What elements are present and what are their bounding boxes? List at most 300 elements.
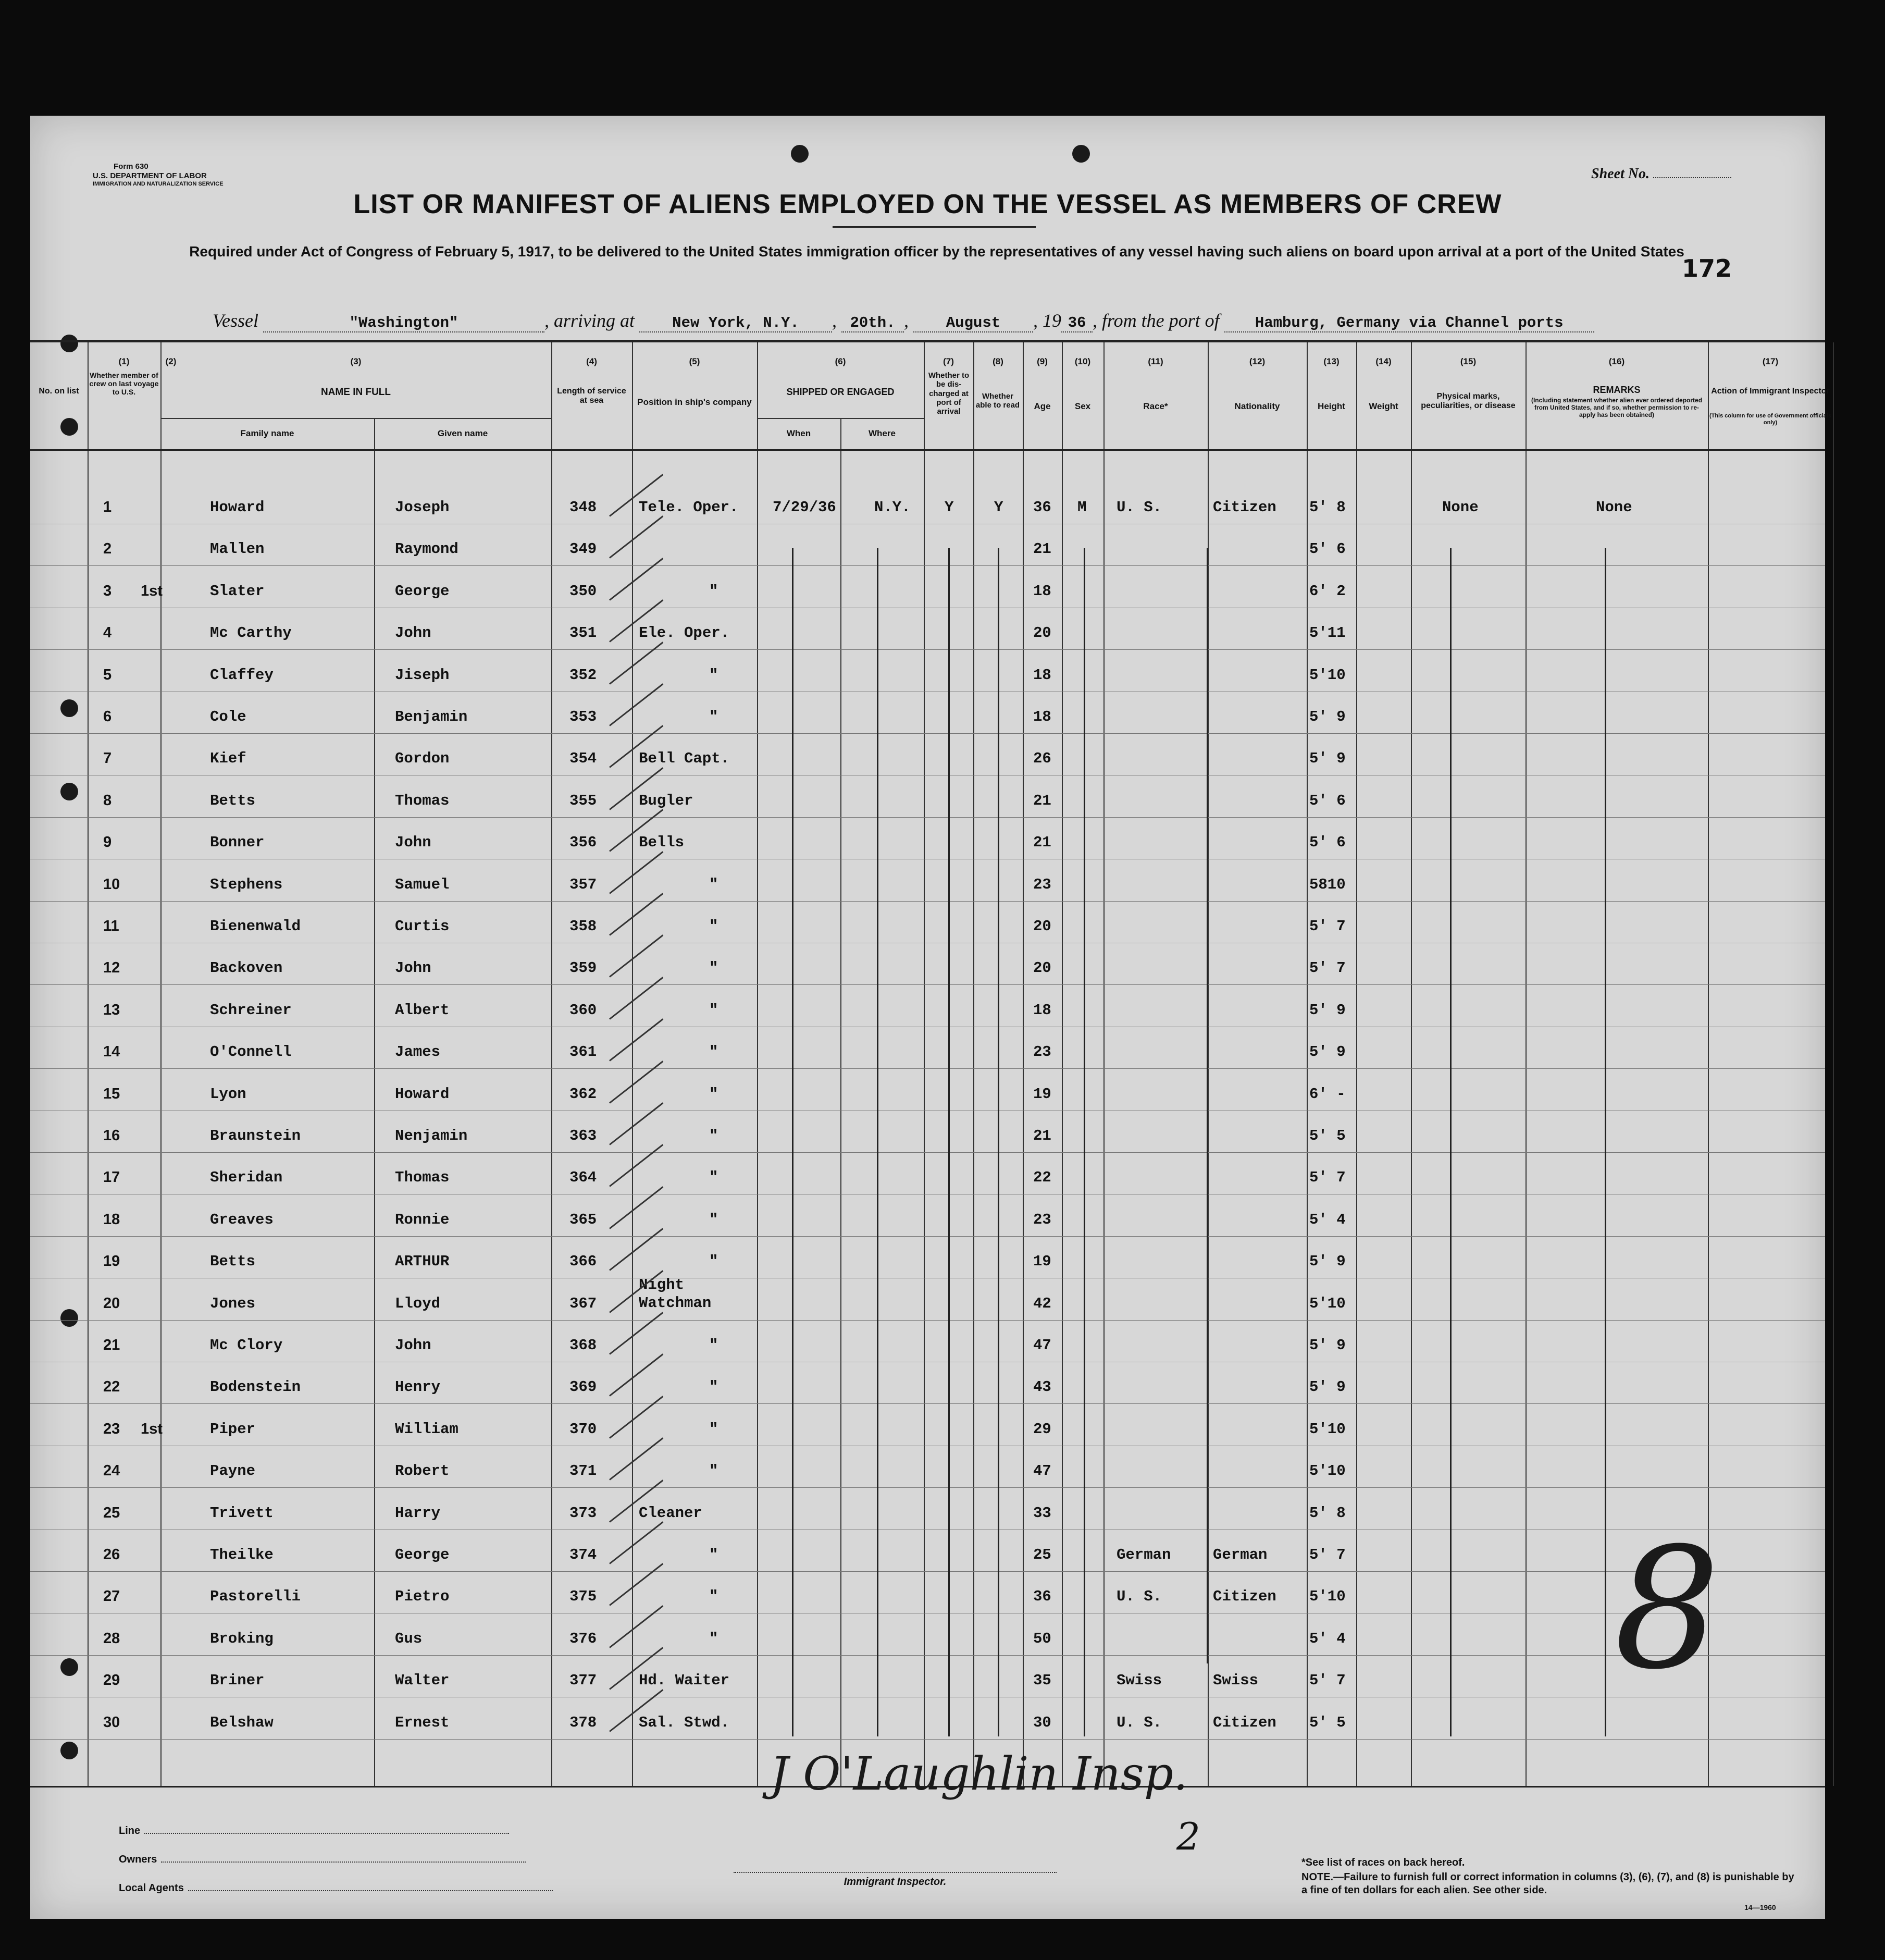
cell-age: 26 [1033,750,1051,767]
department-line: U.S. DEPARTMENT OF LABOR [93,171,207,180]
table-row [30,609,1825,650]
cell-no: 21 [103,1337,120,1353]
table-row [30,1656,1825,1698]
cell-height: 5'10 [1309,667,1346,684]
handwritten-sheet-number: 172 [1682,254,1732,282]
cell-service: 362 [569,1086,597,1103]
col-header-given-name: Given name [437,428,488,438]
cell-no: 23 [103,1421,120,1437]
cell-age: 42 [1033,1295,1051,1312]
cell-no: 10 [103,876,120,893]
cell-age: 36 [1033,1588,1051,1605]
cell-service: 370 [569,1421,597,1438]
cell-family: Cole [210,708,246,725]
cell-service: 375 [569,1588,597,1605]
cell-nationality: Citizen [1213,1588,1276,1605]
vessel-name: "Washington" [263,314,544,332]
manifest-sheet [30,116,1832,1919]
cell-no: 25 [103,1505,120,1521]
cell-given: Howard [395,1086,450,1103]
cell-given: Gordon [395,750,450,767]
cell-service: 376 [569,1630,597,1647]
cell-height: 5'10 [1309,1588,1346,1605]
cell-family: Jones [210,1295,256,1312]
table-row [30,1028,1825,1069]
col-num-5: (5) [689,356,700,366]
cell-family: Bodenstein [210,1378,301,1396]
cell-age: 35 [1033,1672,1051,1689]
table-row [30,483,1825,525]
cell-position: " [709,1630,718,1647]
cell-family: Payne [210,1462,256,1480]
cell-nationality: Citizen [1213,1714,1276,1731]
cell-age: 22 [1033,1169,1051,1186]
cell-sex: M [1077,499,1087,516]
cell-height: 5' 7 [1309,918,1346,935]
cell-position: " [709,1462,718,1480]
cell-height: 5' 7 [1309,1546,1346,1563]
cell-position: " [709,1169,718,1186]
cell-service: 367 [569,1295,597,1312]
cell-position: " [709,1043,718,1061]
cell-given: Walter [395,1672,450,1689]
cell-age: 18 [1033,1002,1051,1019]
cell-family: Mallen [210,540,265,558]
table-row [30,1698,1825,1740]
cell-last: 1st [141,583,163,599]
table-row [30,651,1825,693]
cell-family: Pastorelli [210,1588,301,1605]
cell-given: Robert [395,1462,450,1480]
col-num-12: (12) [1249,356,1266,366]
col-header-race: Race* [1143,401,1168,411]
col-num-3: (3) [350,356,362,366]
cell-height: 5' 9 [1309,1337,1346,1354]
cell-family: Bonner [210,834,265,851]
cell-no: 8 [103,792,112,809]
col-header-when: When [786,428,811,438]
cell-no: 28 [103,1630,120,1647]
cell-service: 369 [569,1378,597,1396]
cell-height: 5' 8 [1309,1505,1346,1522]
cell-no: 4 [103,624,112,641]
cell-no: 30 [103,1714,120,1731]
col-header-height: Height [1318,401,1345,411]
cell-no: 5 [103,667,112,683]
cell-height: 5'11 [1309,624,1346,642]
cell-no: 27 [103,1588,120,1605]
cell-age: 50 [1033,1630,1051,1647]
cell-no: 13 [103,1002,120,1018]
cell-no: 26 [103,1546,120,1563]
cell-family: Mc Clory [210,1337,283,1354]
col-num-10: (10) [1074,356,1091,366]
col-num-16: (16) [1608,356,1625,366]
cell-given: Gus [395,1630,423,1647]
cell-position: " [709,1588,718,1605]
cell-given: Jiseph [395,667,450,684]
col-header-physical-marks: Physical marks, peculiarities, or disease [1421,392,1516,411]
cell-age: 23 [1033,876,1051,893]
cell-position: " [709,876,718,893]
cell-given: Ronnie [395,1211,450,1228]
cell-given: William [395,1421,458,1438]
cell-family: Trivett [210,1505,274,1522]
col-header-sex: Sex [1074,401,1091,411]
cell-position: Bells [639,834,685,851]
cell-height: 5' 9 [1309,750,1346,767]
cell-no: 15 [103,1086,120,1102]
cell-given: Ernest [395,1714,450,1731]
cell-height: 5' 9 [1309,1378,1346,1396]
cell-given: Thomas [395,1169,450,1186]
cell-given: Curtis [395,918,450,935]
cell-service: 359 [569,959,597,977]
col-num-6: (6) [835,356,846,366]
arrival-month: August [913,314,1033,332]
cell-position: Sal. Stwd. [639,1714,730,1731]
cell-height: 5'10 [1309,1462,1346,1480]
cell-given: Pietro [395,1588,450,1605]
table-row [30,525,1825,566]
table-row [30,1112,1825,1153]
cell-service: 360 [569,1002,597,1019]
cell-height: 5' 9 [1309,1253,1346,1270]
cell-where: N.Y. [874,499,911,516]
cell-height: 5'10 [1309,1421,1346,1438]
cell-age: 18 [1033,667,1051,684]
cell-given: George [395,1546,450,1563]
cell-family: Backoven [210,959,283,977]
cell-age: 25 [1033,1546,1051,1563]
cell-family: Sheridan [210,1169,283,1186]
cell-no: 6 [103,708,112,725]
table-row [30,1363,1825,1404]
arrival-year: 36 [1061,314,1093,332]
cell-race: German [1117,1546,1171,1563]
cell-given: Harry [395,1505,441,1522]
col-header-nationality: Nationality [1234,401,1280,411]
cell-remarks: None [1596,499,1632,516]
form-number: Form 630 [114,162,148,171]
col-num-14: (14) [1375,356,1392,366]
cell-family: Greaves [210,1211,274,1228]
table-row [30,1405,1825,1447]
cell-position: " [709,1086,718,1103]
cell-age: 19 [1033,1253,1051,1270]
cell-family: Slater [210,583,265,600]
cell-given: Nenjamin [395,1127,468,1144]
col-num-8: (8) [993,356,1003,366]
departure-port: Hamburg, Germany via Channel ports [1224,314,1594,332]
col-num-15: (15) [1460,356,1477,366]
local-agents-field: Local Agents [119,1882,553,1894]
cell-service: 357 [569,876,597,893]
cell-position: " [709,959,718,977]
cell-height: 5' 7 [1309,1169,1346,1186]
cell-service: 355 [569,792,597,809]
cell-service: 363 [569,1127,597,1144]
table-row [30,1070,1825,1112]
table-row [30,902,1825,944]
cell-age: 19 [1033,1086,1051,1103]
cell-age: 36 [1033,499,1051,516]
service-line: IMMIGRATION AND NATURALIZATION SERVICE [93,181,224,187]
col-header-family-name: Family name [240,428,294,438]
cell-age: 20 [1033,624,1051,642]
inspector-line: Immigrant Inspector. [734,1872,1057,1888]
col-header-position: Position in ship's company [637,397,752,407]
cell-family: Lyon [210,1086,246,1103]
cell-position: " [709,1002,718,1019]
cell-given: John [395,959,431,977]
cell-service: 356 [569,834,597,851]
races-note: *See list of races on back hereof. [1301,1857,1465,1868]
table-row [30,1276,1825,1321]
cell-no: 14 [103,1043,120,1060]
cell-service: 352 [569,667,597,684]
col-header-last-voyage: Whether member of crew on last voyage to U.S. [89,371,159,397]
cell-no: 29 [103,1672,120,1688]
cell-nationality: Citizen [1213,499,1276,516]
cell-no: 9 [103,834,112,850]
cell-no: 11 [103,918,119,934]
ditto-line-marks [1450,548,1452,1736]
col-num-1: (1) [118,356,130,366]
cell-age: 20 [1033,918,1051,935]
cell-age: 21 [1033,1127,1051,1144]
cell-no: 2 [103,540,112,557]
cell-last: 1st [141,1421,163,1437]
cell-no: 16 [103,1127,120,1144]
cell-race: U. S. [1117,499,1162,516]
cell-service: 368 [569,1337,597,1354]
handwritten-2: 2 [1176,1815,1200,1858]
line-field: Line [119,1825,509,1837]
cell-position: " [709,1337,718,1354]
inspector-signature: J O'Laughlin Insp. [770,1747,1188,1801]
cell-position: Bell Capt. [639,750,730,767]
cell-height: 5' 4 [1309,1211,1346,1228]
col-num-2: (2) [165,356,177,366]
cell-family: Betts [210,792,256,809]
cell-age: 21 [1033,834,1051,851]
cell-family: Howard [210,499,265,516]
ditto-line-nationality [1207,548,1208,1663]
page-subtitle: Required under Act of Congress of February 5, 1917, to be delivered to the United States immigration officer by the representatives of any vessel having such aliens on board upon arrival at a port of the United States [189,243,1684,260]
cell-service: 361 [569,1043,597,1061]
cell-service: 354 [569,750,597,767]
owners-field: Owners [119,1854,526,1866]
cell-height: 6' 2 [1309,583,1346,600]
cell-family: O'Connell [210,1043,292,1061]
col-num-7: (7) [943,356,954,366]
arrival-day: 20th. [841,314,904,332]
cell-service: 349 [569,540,597,558]
table-row [30,1195,1825,1237]
cell-family: Schreiner [210,1002,292,1019]
cell-service: 348 [569,499,597,516]
cell-age: 18 [1033,583,1051,600]
cell-position: " [709,1211,718,1228]
cell-given: Thomas [395,792,450,809]
cell-when: 7/29/36 [773,499,836,516]
cell-service: 373 [569,1505,597,1522]
col-header-remarks-note: (Including statement whether alien ever ordered deported from United States, and if so, whether permission to re-apply has been obtained) [1531,397,1703,418]
cell-position: Hd. Waiter [639,1672,730,1689]
cell-age: 47 [1033,1462,1051,1480]
cell-service: 365 [569,1211,597,1228]
cell-family: Betts [210,1253,256,1270]
cell-age: 21 [1033,540,1051,558]
cell-position: " [709,1378,718,1396]
cell-family: Bienenwald [210,918,301,935]
table-row [30,860,1825,902]
table-row [30,567,1825,609]
cell-height: 5810 [1309,876,1346,893]
cell-position: " [709,1546,718,1563]
cell-given: James [395,1043,441,1061]
cell-age: 18 [1033,708,1051,725]
cell-no: 17 [103,1169,120,1186]
cell-nationality: Swiss [1213,1672,1259,1689]
col-num-17: (17) [1762,356,1779,366]
cell-no: 3 [103,583,112,599]
cell-no: 19 [103,1253,120,1269]
table-row [30,734,1825,776]
cell-height: 5' 6 [1309,792,1346,809]
cell-height: 5' 6 [1309,834,1346,851]
cell-age: 30 [1033,1714,1051,1731]
cell-height: 5' 7 [1309,959,1346,977]
ditto-line-read [998,548,999,1736]
col-header-weight: Weight [1369,401,1398,411]
cell-age: 23 [1033,1211,1051,1228]
cell-nationality: German [1213,1546,1268,1563]
cell-no: 20 [103,1295,120,1312]
col-header-length-service: Length of service at sea [557,387,626,405]
cell-height: 5' 9 [1309,1043,1346,1061]
cell-age: 33 [1033,1505,1051,1522]
cell-service: 351 [569,624,597,642]
cell-service: 377 [569,1672,597,1689]
cell-given: John [395,624,431,642]
form-code: 14—1960 [1744,1903,1776,1912]
cell-given: John [395,1337,431,1354]
cell-race: Swiss [1117,1672,1162,1689]
cell-height: 5'10 [1309,1295,1346,1312]
page-title: LIST OR MANIFEST OF ALIENS EMPLOYED ON THE VESSEL AS MEMBERS OF CREW [353,189,1502,219]
table-row [30,944,1825,985]
col-num-13: (13) [1323,356,1340,366]
cell-race: U. S. [1117,1714,1162,1731]
cell-position: Night Watchman [639,1276,712,1312]
cell-family: Briner [210,1672,265,1689]
cell-given: Raymond [395,540,458,558]
cell-family: Piper [210,1421,256,1438]
cell-service: 353 [569,708,597,725]
cell-given: Benjamin [395,708,468,725]
col-header-age: Age [1034,401,1051,411]
col-header-able-read: Whether able to read [975,392,1020,410]
cell-position: " [709,918,718,935]
cell-family: Kief [210,750,246,767]
table-row [30,1531,1825,1572]
table-row [30,1237,1825,1279]
cell-height: 5' 6 [1309,540,1346,558]
table-row [30,1489,1825,1531]
table-row [30,1153,1825,1195]
cell-disch: Y [945,499,954,516]
cell-age: 23 [1033,1043,1051,1061]
cell-no: 22 [103,1378,120,1395]
handwritten-8: 8 [1614,1512,1720,1706]
cell-given: Joseph [395,499,450,516]
table-row [30,776,1825,818]
cell-race: U. S. [1117,1588,1162,1605]
ditto-line-when [792,548,793,1736]
cell-height: 5' 8 [1309,499,1346,516]
ditto-line-where [877,548,878,1736]
cell-position: " [709,1253,718,1270]
cell-service: 366 [569,1253,597,1270]
cell-position: " [709,583,718,600]
cell-position: " [709,1421,718,1438]
cell-age: 47 [1033,1337,1051,1354]
table-row [30,818,1825,860]
col-header-discharged: Whether to be dis-charged at port of arrival [928,371,970,416]
cell-given: John [395,834,431,851]
cell-given: Henry [395,1378,441,1396]
col-num-9: (9) [1037,356,1048,366]
cell-age: 20 [1033,959,1051,977]
cell-family: Mc Carthy [210,624,292,642]
cell-family: Broking [210,1630,274,1647]
cell-position: " [709,667,718,684]
cell-service: 350 [569,583,597,600]
cell-read: Y [994,499,1003,516]
col-header-no: No. on list [39,387,79,396]
cell-given: George [395,583,450,600]
table-row [30,693,1825,734]
cell-position: Bugler [639,792,693,809]
cell-service: 371 [569,1462,597,1480]
cell-position: Tele. Oper. [639,499,739,516]
col-header-remarks: REMARKS [1593,385,1641,395]
cell-given: Albert [395,1002,450,1019]
cell-no: 24 [103,1462,120,1479]
col-num-4: (4) [586,356,597,366]
cell-service: 374 [569,1546,597,1563]
ditto-line-sex [1084,548,1085,1736]
cell-given: Samuel [395,876,450,893]
cell-given: Lloyd [395,1295,441,1312]
cell-height: 5' 9 [1309,1002,1346,1019]
cell-service: 378 [569,1714,597,1731]
cell-marks: None [1442,499,1479,516]
col-num-11: (11) [1148,356,1163,366]
table-row [30,1572,1825,1614]
col-header-where: Where [869,428,896,438]
cell-service: 358 [569,918,597,935]
cell-no: 18 [103,1211,120,1228]
cell-age: 43 [1033,1378,1051,1396]
cell-height: 5' 5 [1309,1127,1346,1144]
arrival-port: New York, N.Y. [639,314,832,332]
cell-position: " [709,1127,718,1144]
cell-age: 21 [1033,792,1051,809]
cell-age: 29 [1033,1421,1051,1438]
